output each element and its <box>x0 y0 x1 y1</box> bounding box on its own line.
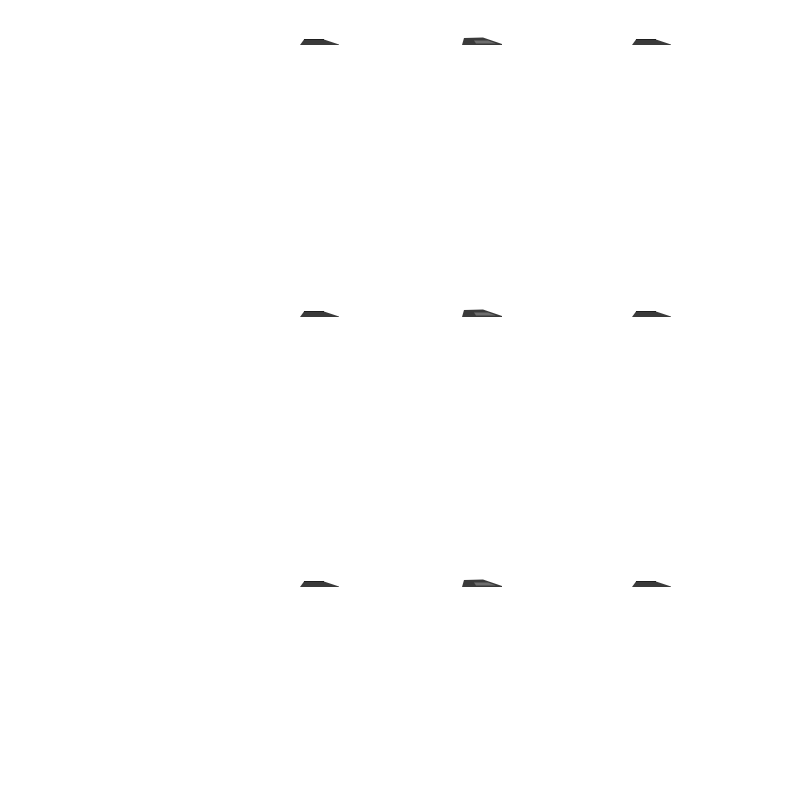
grid-tile <box>622 305 682 321</box>
edge-icon <box>452 305 512 321</box>
edge-icon <box>622 575 682 591</box>
grid-tile <box>452 575 512 591</box>
grid-tile <box>290 575 350 591</box>
edge-icon <box>452 575 512 591</box>
edge-icon <box>290 305 350 321</box>
grid-tile <box>290 305 350 321</box>
edge-icon <box>290 33 350 49</box>
edge-icon <box>622 33 682 49</box>
edge-icon <box>290 575 350 591</box>
grid-tile <box>452 305 512 321</box>
grid-tile <box>452 33 512 49</box>
grid-tile <box>290 33 350 49</box>
grid-tile <box>622 575 682 591</box>
edge-icon <box>452 33 512 49</box>
grid-tile <box>622 33 682 49</box>
edge-icon <box>622 305 682 321</box>
